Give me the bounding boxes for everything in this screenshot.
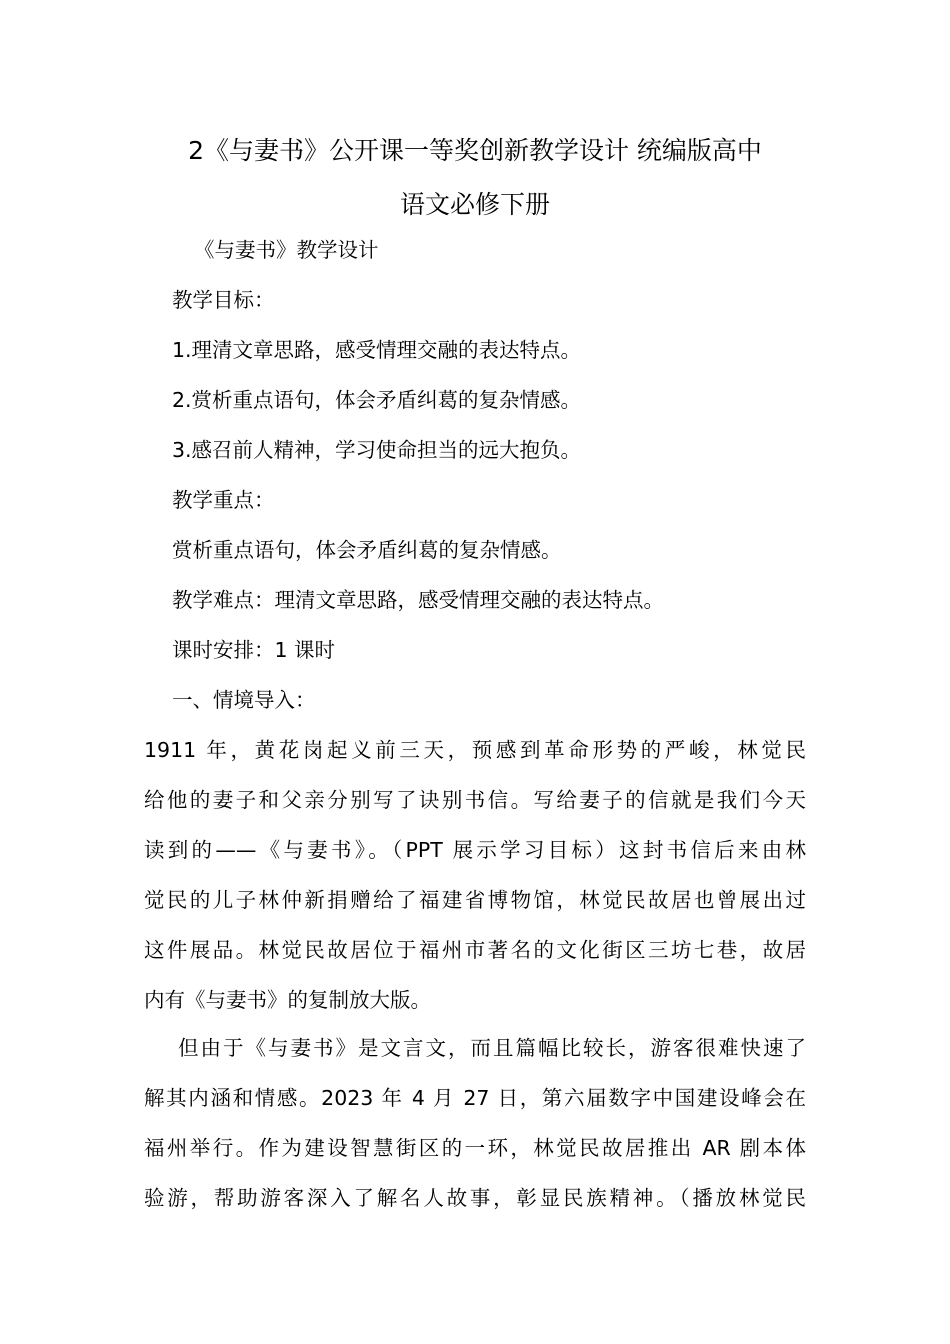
subtitle: 《与妻书》教学设计: [194, 238, 379, 262]
paragraph-one-line: 内有《与妻书》的复制放大版。: [144, 988, 431, 1012]
difficulty-text: 教学难点：理清文章思路，感受情理交融的表达特点。: [172, 588, 664, 612]
title-line-1: 2《与妻书》公开课一等奖创新教学设计 统编版高中: [188, 136, 762, 165]
key-points-heading: 教学重点：: [172, 488, 275, 512]
section-one-heading: 一、情境导入：: [172, 688, 316, 712]
document-title: [144, 124, 806, 232]
paragraph-one-line: 读到的——《与妻书》。（PPT 展示学习目标）这封书信后来由林: [144, 838, 806, 862]
paragraph-one-line: 1911 年，黄花岗起义前三天，预感到革命形势的严峻，林觉民: [144, 738, 806, 762]
key-points-text: 赏析重点语句，体会矛盾纠葛的复杂情感。: [172, 538, 562, 562]
objectives-heading: 教学目标：: [172, 288, 275, 312]
paragraph-one-line: 给他的妻子和父亲分别写了诀别书信。写给妻子的信就是我们今天: [144, 788, 806, 812]
schedule-text: 课时安排：1 课时: [172, 638, 336, 662]
paragraph-two-line: 验游，帮助游客深入了解名人故事，彰显民族精神。（播放林觉民: [144, 1186, 806, 1210]
objective-item-3: 3.感召前人精神，学习使命担当的远大抱负。: [172, 438, 582, 462]
paragraph-one-line: 觉民的儿子林仲新捐赠给了福建省博物馆，林觉民故居也曾展出过: [144, 888, 806, 912]
objective-item-2: 2.赏析重点语句，体会矛盾纠葛的复杂情感。: [172, 388, 582, 412]
paragraph-one: [144, 736, 806, 1036]
paragraph-two-line: 解其内涵和情感。2023 年 4 月 27 日，第六届数字中国建设峰会在: [144, 1086, 806, 1110]
paragraph-two-line: 福州举行。作为建设智慧街区的一环，林觉民故居推出 AR 剧本体: [144, 1136, 806, 1160]
objective-item-1: 1.理清文章思路，感受情理交融的表达特点。: [172, 338, 582, 362]
paragraph-one-line: 这件展品。林觉民故居位于福州市著名的文化街区三坊七巷，故居: [144, 938, 806, 962]
paragraph-two: [144, 1034, 806, 1234]
paragraph-two-line: 但由于《与妻书》是文言文，而且篇幅比较长，游客很难快速了: [144, 1036, 806, 1060]
title-line-2: 语文必修下册: [399, 190, 550, 219]
